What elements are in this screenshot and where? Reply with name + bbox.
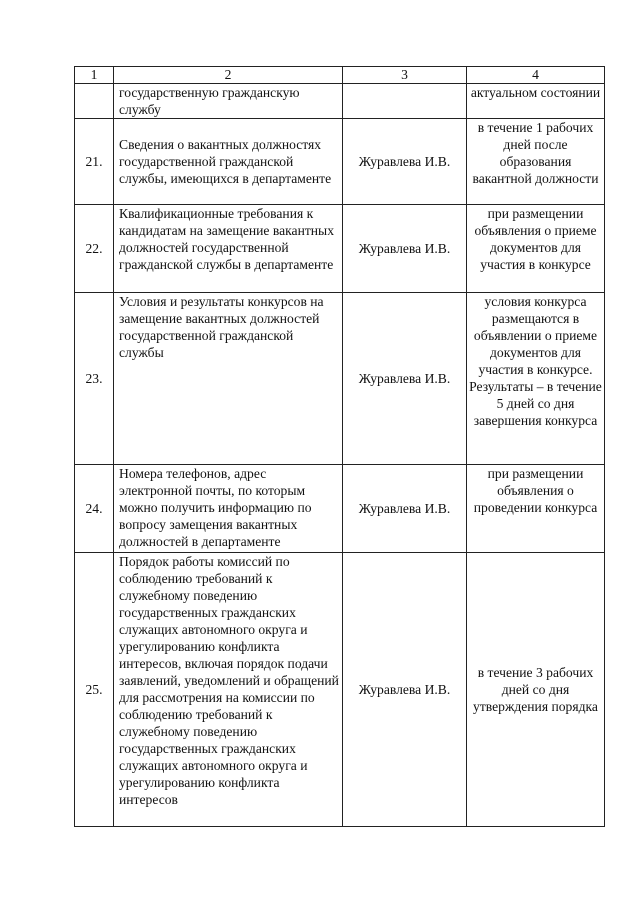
row-term: в течение 3 рабочих дней со дня утверждения порядка (467, 553, 605, 827)
row-responsible: Журавлева И.В. (343, 293, 467, 465)
header-col-3: 3 (343, 67, 467, 84)
row-term: при размещении объявления о приеме документов для участия в конкурсе (467, 205, 605, 293)
row-number: 25. (75, 553, 114, 827)
row-responsible: Журавлева И.В. (343, 553, 467, 827)
continuation-term: актуальном состоянии (467, 84, 605, 119)
row-number: 21. (75, 119, 114, 205)
row-term: условия конкурса размещаются в объявлении о приеме документов для участия в конкурсе. Результаты – в течение 5 дней со дня завершения конкурса (467, 293, 605, 465)
row-number: 23. (75, 293, 114, 465)
header-col-4: 4 (467, 67, 605, 84)
row-description: Условия и результаты конкурсов на замещение вакантных должностей государственной гражданской службы (114, 293, 343, 465)
row-term: при размещении объявления о проведении конкурса (467, 465, 605, 553)
row-description: Сведения о вакантных должностях государственной гражданской службы, имеющихся в департаменте (114, 119, 343, 205)
header-col-1: 1 (75, 67, 114, 84)
continuation-row (75, 84, 605, 119)
row-number: 24. (75, 465, 114, 553)
table-row (75, 119, 605, 205)
information-table (74, 66, 605, 827)
table-row (75, 205, 605, 293)
table-row (75, 465, 605, 553)
row-term: в течение 1 рабочих дней после образования вакантной должности (467, 119, 605, 205)
continuation-description: государственную гражданскую службу (114, 84, 343, 119)
row-responsible: Журавлева И.В. (343, 119, 467, 205)
header-row (75, 67, 605, 84)
table-row (75, 553, 605, 827)
row-number: 22. (75, 205, 114, 293)
header-col-2: 2 (114, 67, 343, 84)
row-description: Номера телефонов, адрес электронной почты, по которым можно получить информацию по вопросу замещения вакантных должностей в департаменте (114, 465, 343, 553)
row-description: Порядок работы комиссий по соблюдению требований к служебному поведению государственных гражданских служащих автономного округа и урегулированию конфликта интересов, включая порядок подачи заявлений, уведомлений и обращений для рассмотрения на комиссии по соблюдению требований к служебному поведению государственных гражданских служащих автономного округа и урегулированию конфликта интересов (114, 553, 343, 827)
row-responsible: Журавлева И.В. (343, 465, 467, 553)
row-description: Квалификационные требования к кандидатам на замещение вакантных должностей государственной гражданской службы в департаменте (114, 205, 343, 293)
table-row (75, 293, 605, 465)
continuation-num (75, 84, 114, 119)
row-responsible: Журавлева И.В. (343, 205, 467, 293)
continuation-responsible (343, 84, 467, 119)
